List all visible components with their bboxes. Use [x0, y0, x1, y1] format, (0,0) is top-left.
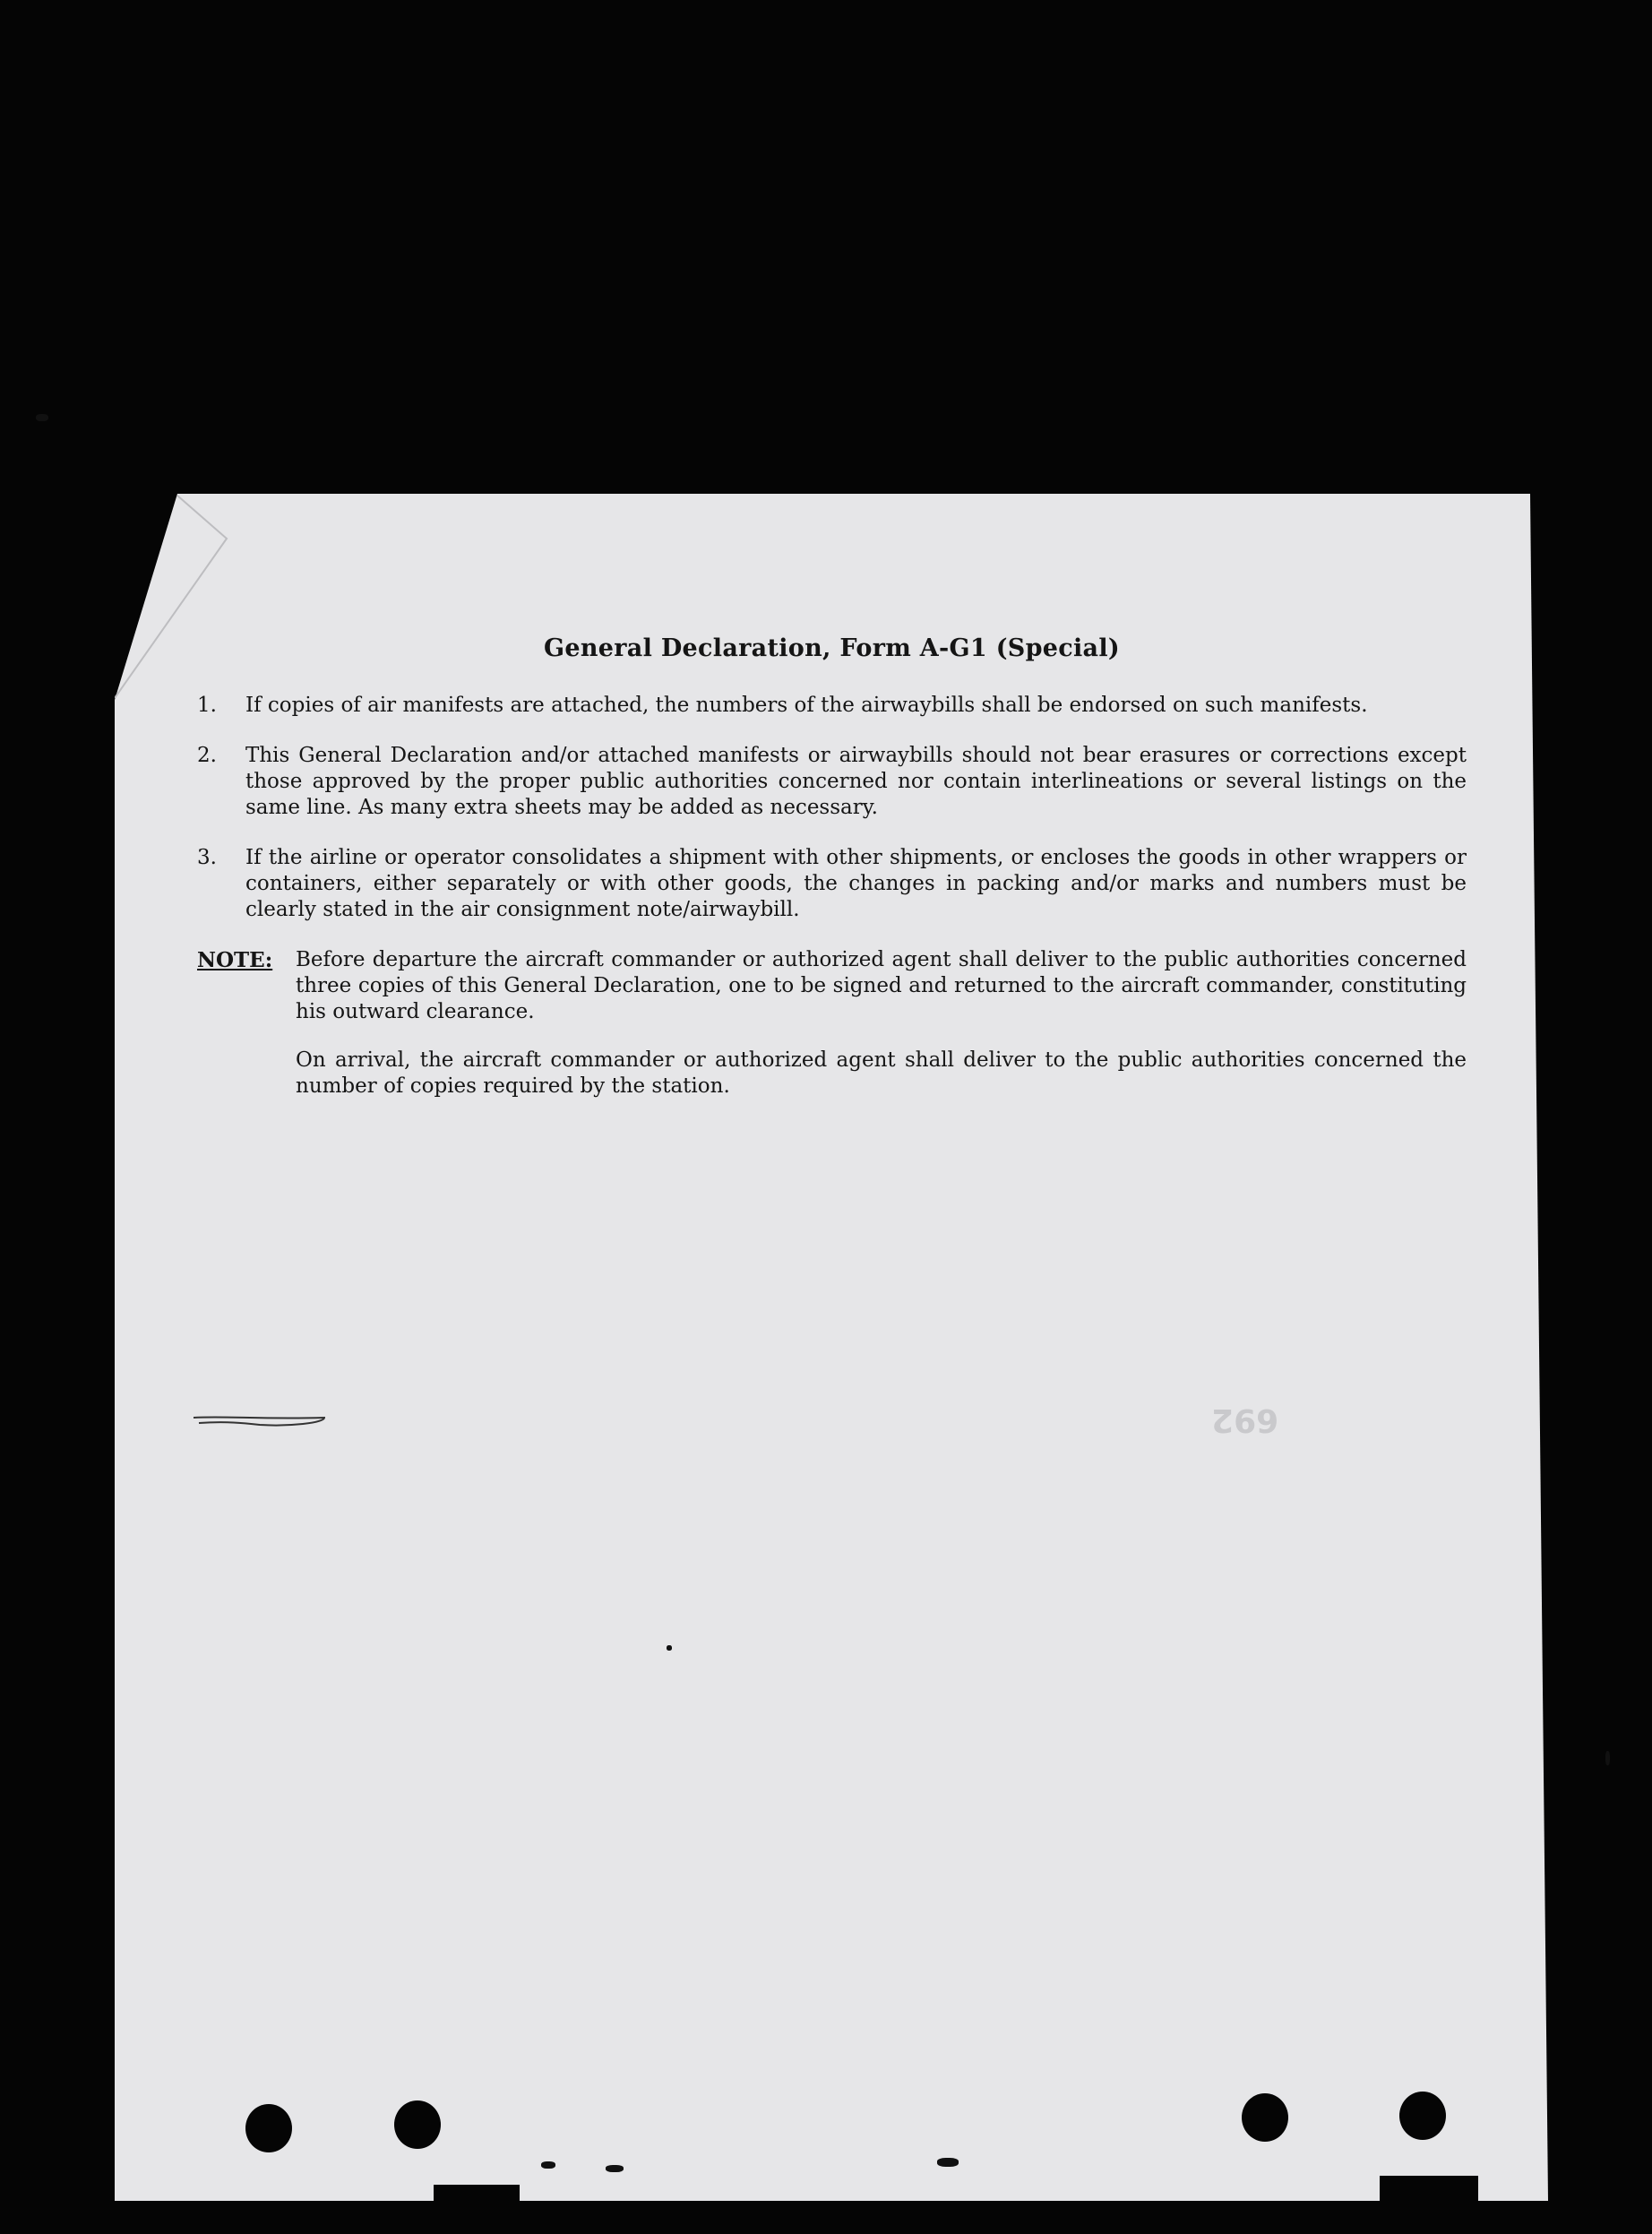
punch-hole	[394, 2100, 441, 2149]
dust-speck	[606, 2165, 624, 2172]
item-text: If copies of air manifests are attached, the numbers of the airwaybills shall be endorsed on such manifests.	[245, 694, 1368, 717]
item-text: If the airline or operator consolidates a shipment with other shipments, or encloses the goods in other wrappers or containers, either separately or with other goods, the changes in packing and/or marks and numbers must be clearly stated in the air consignment note/airwaybill.	[245, 846, 1467, 921]
punch-hole	[245, 2104, 292, 2152]
note-block	[197, 947, 1467, 1025]
dust-speck	[667, 1645, 672, 1651]
note-paragraph-arrival: On arrival, the aircraft commander or authorized agent shall deliver to the public authorities concerned the number of copies required by the station.	[296, 1048, 1467, 1098]
list-item	[197, 845, 1467, 923]
item-number: 3.	[197, 846, 217, 869]
show-through-number: 692	[1211, 1402, 1279, 1438]
note-label: NOTE:	[197, 948, 273, 972]
list-item	[197, 743, 1467, 821]
item-number: 1.	[197, 694, 217, 717]
edge-tear	[434, 2185, 520, 2203]
edge-tear	[1380, 2176, 1478, 2203]
dust-speck	[937, 2158, 959, 2167]
dust-speck	[1605, 1751, 1610, 1765]
form-title: General Declaration, Form A-G1 (Special)	[544, 634, 1120, 662]
item-text: This General Declaration and/or attached manifests or airwaybills should not bear erasures or corrections except those approved by the proper public authorities concerned nor contain interlineations or several listings on the same line. As many extra sheets may be added as necessary.	[245, 744, 1467, 819]
declaration-content	[197, 634, 1467, 1100]
item-number: 2.	[197, 744, 217, 767]
punch-hole	[1242, 2093, 1288, 2142]
dust-speck	[541, 2161, 555, 2169]
list-item	[197, 693, 1467, 719]
pen-stroke-mark	[190, 1412, 333, 1436]
punch-hole	[1399, 2092, 1446, 2140]
note-paragraph-departure: Before departure the aircraft commander or authorized agent shall deliver to the public authorities concerned three copies of this General Declaration, one to be signed and returned to the aircraft commander, constituting his outward clearance.	[296, 948, 1467, 1023]
dust-speck	[36, 414, 48, 421]
